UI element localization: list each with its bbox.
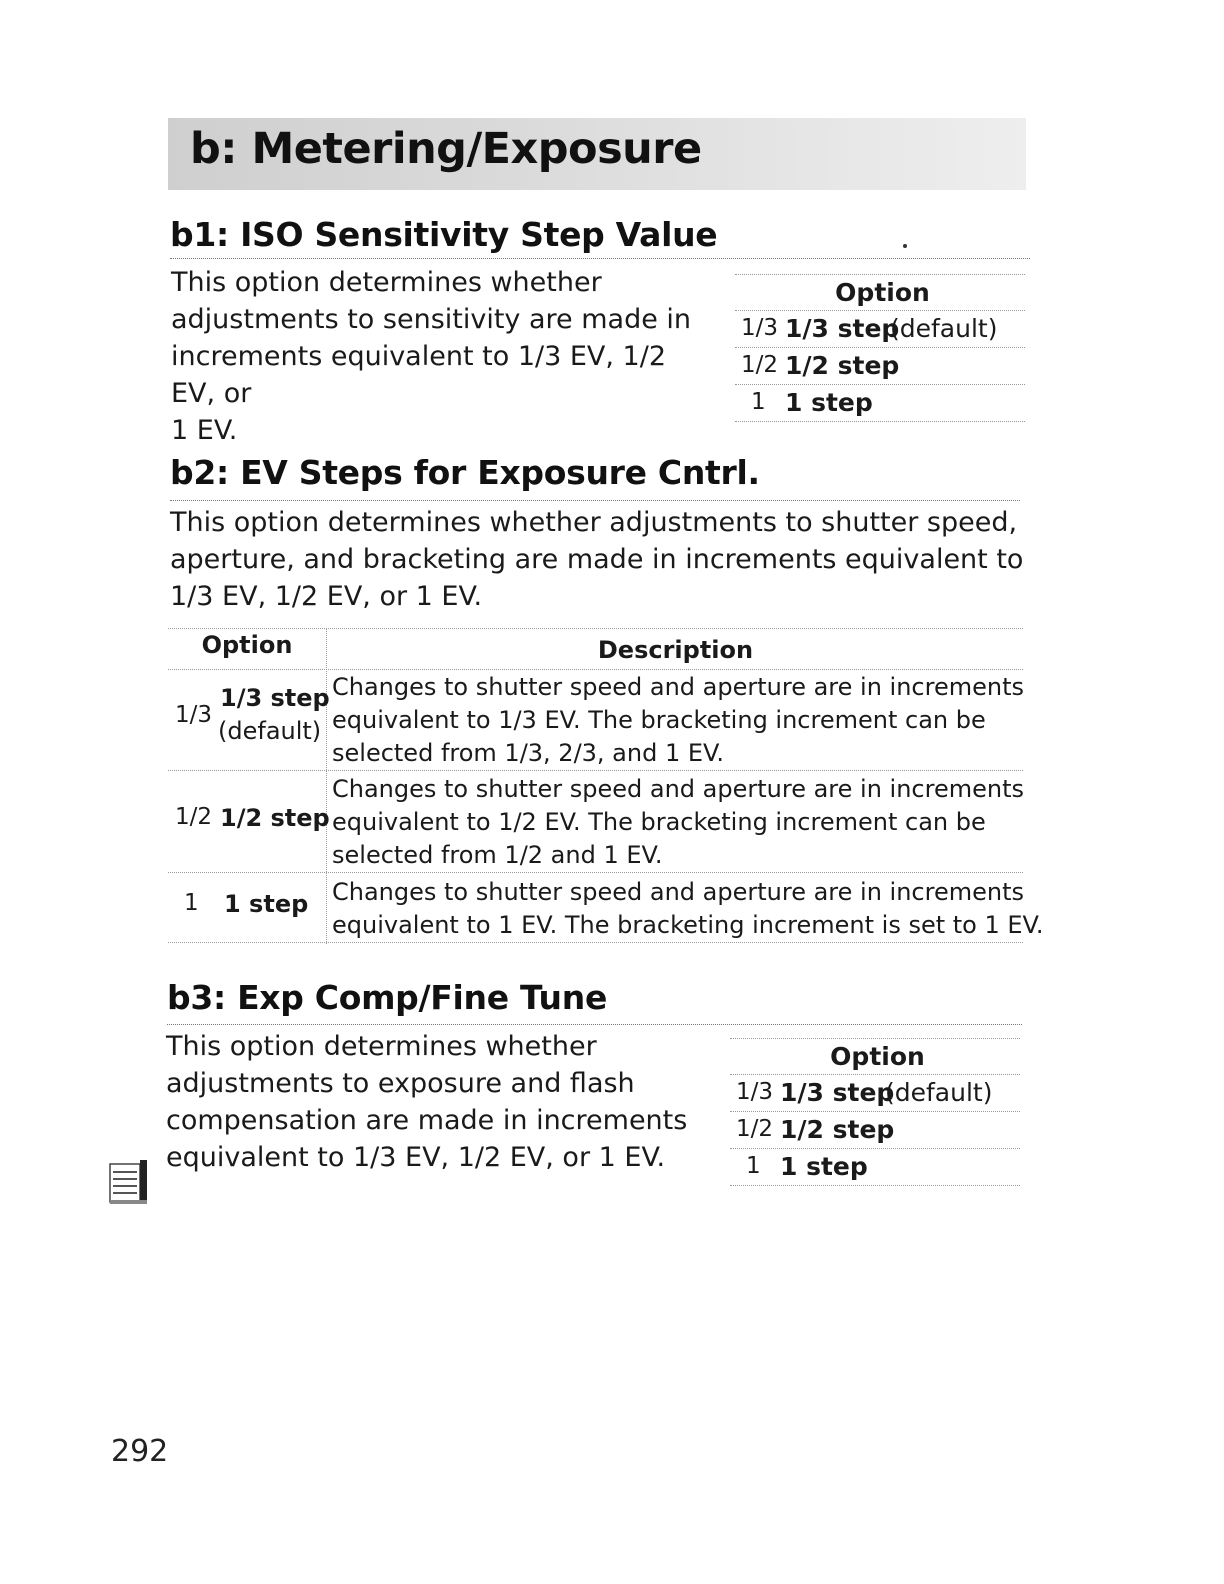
b3-option-row <box>730 1075 1020 1111</box>
b3-description <box>166 1028 726 1176</box>
desc-line: Changes to shutter speed and aperture are in increments <box>332 673 1024 701</box>
b2-header-option: Option <box>201 631 293 659</box>
desc-line: Changes to shutter speed and aperture are in increments <box>332 775 1024 803</box>
b2-desc-line: This option determines whether adjustments to shutter speed, <box>170 507 1018 538</box>
option-note: (default) <box>885 1078 993 1107</box>
b1-option-row <box>735 348 1025 384</box>
desc-line: selected from 1/2 and 1 EV. <box>332 841 663 869</box>
desc-line: equivalent to 1/3 EV. The bracketing increment can be <box>332 706 986 734</box>
speck <box>903 244 907 248</box>
b2-description <box>170 504 1030 615</box>
option-label: 1/2 step <box>220 804 330 832</box>
page-title: b: Metering/Exposure <box>190 124 702 174</box>
option-code: 1 <box>746 1153 761 1179</box>
option-code: 1 <box>184 890 199 916</box>
b1-desc-frac: 1/2 EV, or <box>171 341 666 409</box>
column-divider <box>326 628 327 944</box>
table-rule <box>168 942 1023 943</box>
b3-rule <box>167 1024 1022 1025</box>
b3-desc-line: adjustments to exposure and flash <box>166 1068 635 1099</box>
b2-desc-line: aperture, and bracketing are made in increments equivalent to <box>170 544 1024 575</box>
b1-desc-line: adjustments to sensitivity are made in <box>171 304 692 335</box>
table-rule <box>168 669 1023 670</box>
b2-header-description: Description <box>597 636 754 664</box>
option-note: (default) <box>890 314 998 343</box>
b3-title: b3: Exp Comp/Fine Tune <box>167 978 608 1017</box>
option-label: 1/3 step <box>220 684 330 712</box>
b1-option-row <box>735 385 1025 421</box>
b1-desc-text: increments equivalent to <box>171 341 518 372</box>
b3-desc-line: compensation are made in increments <box>166 1105 688 1136</box>
desc-line: equivalent to 1 EV. The bracketing increment is set to 1 EV. <box>332 911 1044 939</box>
option-code: 1/3 <box>175 702 213 728</box>
b3-desc-line: equivalent to 1/3 EV, 1/2 EV, or 1 EV. <box>166 1142 666 1173</box>
b1-title: b1: ISO Sensitivity Step Value <box>170 215 718 254</box>
desc-line: Changes to shutter speed and aperture are in increments <box>332 878 1024 906</box>
b3-option-row <box>730 1149 1020 1185</box>
b2-table <box>168 628 1044 944</box>
option-label: 1/2 step <box>780 1115 895 1144</box>
option-note: (default) <box>218 717 322 745</box>
b3-option-row <box>730 1112 1020 1148</box>
desc-line: selected from 1/3, 2/3, and 1 EV. <box>332 739 724 767</box>
b2-desc-line: 1/3 EV, 1/2 EV, or 1 EV. <box>170 581 483 612</box>
option-label: 1/2 step <box>785 351 900 380</box>
table-rule <box>735 421 1025 422</box>
option-label: 1/3 step <box>780 1078 895 1107</box>
desc-line: equivalent to 1/2 EV. The bracketing increment can be <box>332 808 986 836</box>
row-description <box>332 773 1024 872</box>
b1-desc-line: 1 EV. <box>171 415 238 446</box>
option-label: 1/3 step <box>785 314 900 343</box>
option-code: 1/3 <box>741 315 779 341</box>
b1-desc-line: This option determines whether <box>171 267 602 298</box>
option-code: 1/3 <box>736 1079 774 1105</box>
b3-option-header: Option <box>830 1042 925 1071</box>
b1-option-row <box>735 311 1025 347</box>
b3-desc-line: This option determines whether <box>166 1031 597 1062</box>
b2-title: b2: EV Steps for Exposure Cntrl. <box>170 453 760 492</box>
b3-option-table <box>730 1038 1020 1186</box>
b1-rule <box>170 258 1030 259</box>
b1-desc-line <box>171 338 711 412</box>
page-number: 292 <box>111 1434 169 1469</box>
b2-rule <box>170 500 1020 501</box>
b1-description <box>171 264 711 449</box>
option-label: 1 step <box>224 890 309 918</box>
option-code: 1/2 <box>736 1116 774 1142</box>
b1-desc-frac: 1/3 EV, <box>517 341 623 372</box>
menu-list-icon <box>109 1158 149 1206</box>
table-rule <box>168 770 1023 771</box>
option-code: 1 <box>751 389 766 415</box>
option-code: 1/2 <box>175 804 213 830</box>
row-description <box>332 671 1024 770</box>
option-label: 1 step <box>785 388 873 417</box>
b1-option-table <box>735 274 1025 422</box>
b1-option-header: Option <box>835 278 930 307</box>
table-rule <box>168 872 1023 873</box>
option-code: 1/2 <box>741 352 779 378</box>
row-description <box>332 876 1044 942</box>
table-rule <box>730 1185 1020 1186</box>
option-label: 1 step <box>780 1152 868 1181</box>
